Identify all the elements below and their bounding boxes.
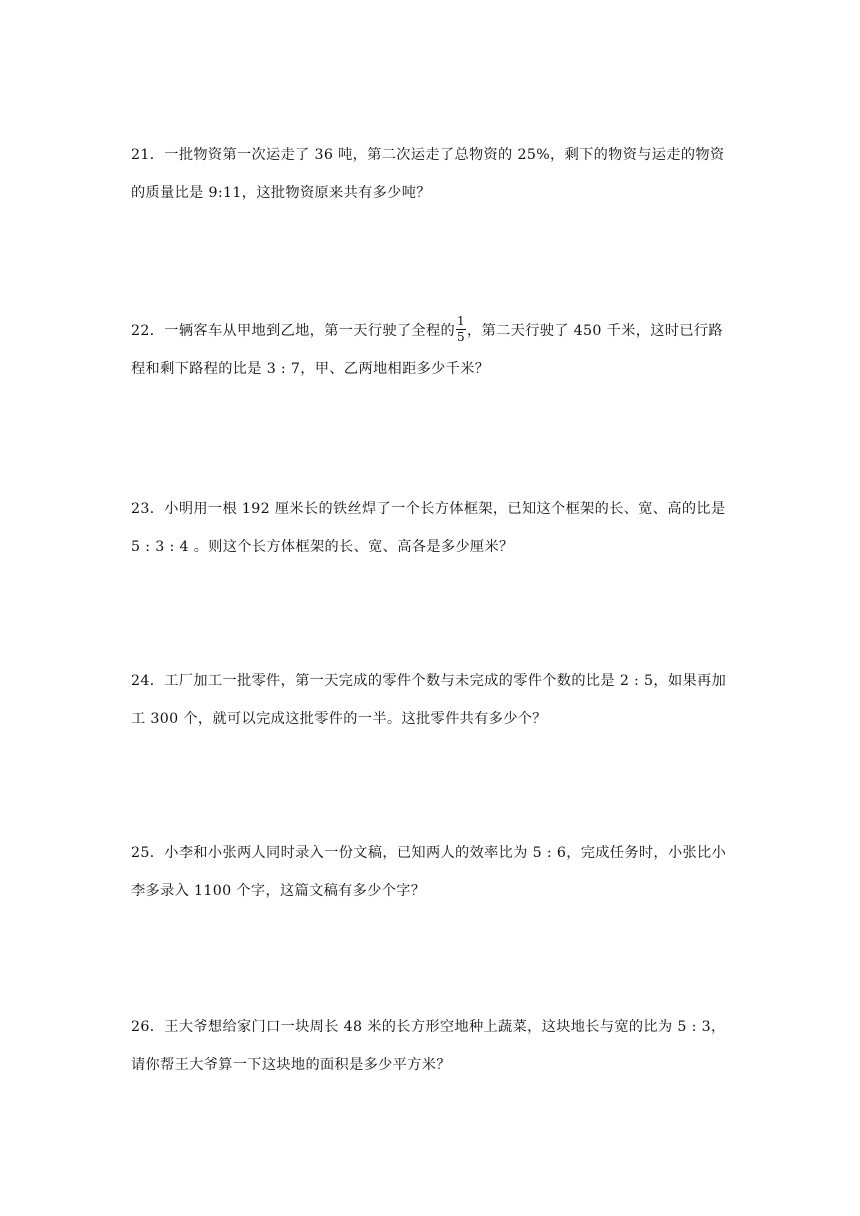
fraction-one-fifth <box>456 315 466 344</box>
problem-24-line-1: 24．工厂加工一批零件，第一天完成的零件个数与未完成的零件个数的比是 2 : 5，如果再加 <box>131 673 727 689</box>
problem-23-line-1: 23．小明用一根 192 厘米长的铁丝焊了一个长方体框架，已知这个框架的长、宽、高的比是 <box>131 501 726 517</box>
problem-23 <box>131 490 731 566</box>
problem-22-line-1 <box>131 312 731 350</box>
problem-26 <box>131 1008 731 1084</box>
problem-26-line-2: 请你帮王大爷算一下这块地的面积是多少平方米？ <box>131 1057 451 1073</box>
problem-25-line-2: 李多录入 1100 个字，这篇文稿有多少个字？ <box>131 883 426 899</box>
problem-26-line-1: 26．王大爷想给家门口一块周长 48 米的长方形空地种上蔬菜，这块地长与宽的比为 5 : 3， <box>131 1019 726 1035</box>
problem-21-line-2: 的质量比是 9:11，这批物资原来共有多少吨？ <box>131 185 431 201</box>
problem-22-line-2: 程和剩下路程的比是 3 : 7，甲、乙两地相距多少千米？ <box>131 361 490 377</box>
problem-25-line-1: 25．小李和小张两人同时录入一份文稿，已知两人的效率比为 5 : 6，完成任务时，小张比小 <box>131 845 727 861</box>
fraction-denominator: 5 <box>457 329 466 344</box>
problem-21 <box>131 136 731 212</box>
problem-24-line-2: 工 300 个，就可以完成这批零件的一半。这批零件共有多少个？ <box>131 711 547 727</box>
problem-23-line-2: 5 : 3 : 4 。则这个长方体框架的长、宽、高各是多少厘米？ <box>131 539 514 555</box>
problem-25 <box>131 834 731 910</box>
fraction-numerator: 1 <box>457 313 466 328</box>
problem-22 <box>131 312 731 388</box>
problem-21-line-1: 21．一批物资第一次运走了 36 吨，第二次运走了总物资的 25%，剩下的物资与运走的物资 <box>131 147 725 163</box>
problem-24 <box>131 662 731 738</box>
problem-22-text-before-fraction: 22．一辆客车从甲地到乙地，第一天行驶了全程的 <box>131 323 456 339</box>
problem-22-text-after-fraction: ，第二天行驶了 450 千米，这时已行路 <box>467 323 723 339</box>
